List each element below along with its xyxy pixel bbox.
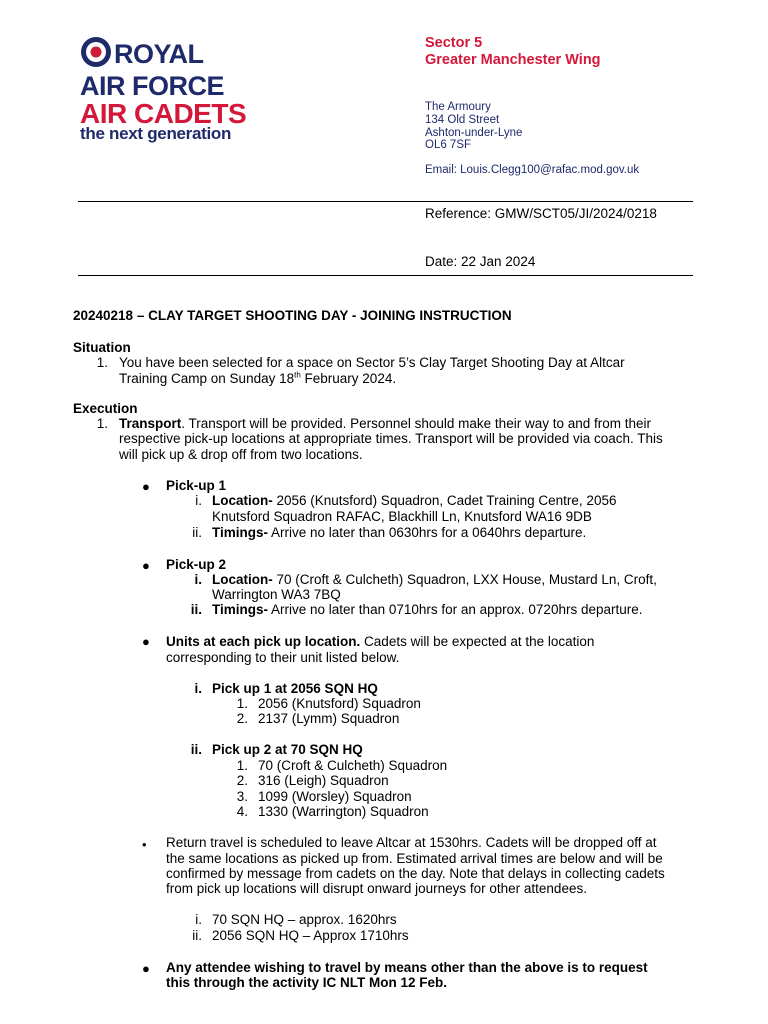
contact-email[interactable]: Email: Louis.Clegg100@rafac.mod.gov.uk <box>425 164 640 176</box>
group-2-heading: Pick up 2 at 70 SQN HQ <box>212 742 363 757</box>
group-2-item: 1330 (Warrington) Squadron <box>258 804 429 819</box>
pickup-1-roman-ii: ii. <box>192 525 202 540</box>
divider-top <box>78 201 693 202</box>
transport-line-3: will pick up & drop off from two locations. <box>119 447 363 462</box>
group-1-item-num: 2. <box>236 711 248 726</box>
logo-royal: ROYAL <box>114 39 204 69</box>
pickup-2-location: Location- 70 (Croft & Culcheth) Squadron, LXX House, Mustard Ln, Croft, <box>212 572 657 587</box>
return-line-4: from pick up locations will disrupt onward journeys for other attendees. <box>166 881 587 896</box>
units-line-1: Units at each pick up location. Cadets will be expected at the location <box>166 634 595 649</box>
group-2-item-num: 1. <box>236 758 248 773</box>
address-line-2: 134 Old Street <box>425 114 500 126</box>
return-line-1: Return travel is scheduled to leave Altcar at 1530hrs. Cadets will be dropped off at <box>166 835 657 850</box>
pickup-1-heading: Pick-up 1 <box>166 478 227 493</box>
pickup-2-location-cont: Warrington WA3 7BQ <box>212 587 341 602</box>
transport-line-2: respective pick-up locations at appropriate times. Transport will be provided via coach. This <box>119 431 663 446</box>
bullet-icon: ● <box>142 634 150 649</box>
logo-air-cadets: AIR CADETS <box>80 98 247 129</box>
other-travel-line-1: Any attendee wishing to travel by means other than the above is to request <box>166 960 648 975</box>
return-time: 2056 SQN HQ – Approx 1710hrs <box>212 928 409 943</box>
return-time: 70 SQN HQ – approx. 1620hrs <box>212 912 397 927</box>
group-2-item: 316 (Leigh) Squadron <box>258 773 389 788</box>
group-2-item: 1099 (Worsley) Squadron <box>258 789 412 804</box>
address-line-1: The Armoury <box>425 101 491 113</box>
return-time-num: i. <box>195 912 202 927</box>
return-line-3: confirmed by message from cadets on the day. Note that delays in collecting cadets <box>166 866 665 881</box>
wing-name: Greater Manchester Wing <box>425 52 601 68</box>
address-line-4: OL6 7SF <box>425 139 472 151</box>
group-2-item-num: 2. <box>236 773 248 788</box>
group-1-item: 2137 (Lymm) Squadron <box>258 711 400 726</box>
raf-air-cadets-logo <box>80 36 255 146</box>
group-2-item: 70 (Croft & Culcheth) Squadron <box>258 758 448 773</box>
logo-air-force: AIR FORCE <box>80 71 224 101</box>
group-2-item-num: 4. <box>236 804 248 819</box>
group-1-item: 2056 (Knutsford) Squadron <box>258 696 421 711</box>
pickup-1-roman-i: i. <box>195 493 202 508</box>
group-1-item-num: 1. <box>236 696 248 711</box>
pickup-1-timings: Timings- Arrive no later than 0630hrs for a 0640hrs departure. <box>212 525 587 540</box>
pickup-2-roman-i: i. <box>194 572 202 587</box>
situation-number: 1. <box>96 355 108 370</box>
pickup-2-heading: Pick-up 2 <box>166 557 227 572</box>
logo-tagline: the next generation <box>80 124 232 143</box>
group-2-item-num: 3. <box>236 789 248 804</box>
bullet-icon: ● <box>142 479 150 494</box>
units-line-2: corresponding to their unit listed below. <box>166 650 400 665</box>
situation-line-2: Training Camp on Sunday 18th February 2024. <box>119 370 397 386</box>
situation-heading: Situation <box>73 340 131 355</box>
document-title: 20240218 – CLAY TARGET SHOOTING DAY - JOINING INSTRUCTION <box>73 308 512 323</box>
return-line-2: the same locations as picked up from. Estimated arrival times are below and will be <box>166 851 663 866</box>
roundel-icon <box>80 36 112 68</box>
bullet-icon: ● <box>142 558 150 573</box>
group-1-heading: Pick up 1 at 2056 SQN HQ <box>212 681 378 696</box>
pickup-2-roman-ii: ii. <box>190 602 202 617</box>
other-travel-line-2: this through the activity IC NLT Mon 12 Feb. <box>166 975 448 990</box>
sector-name: Sector 5 <box>425 35 483 51</box>
divider-bottom <box>78 275 693 276</box>
group-1-roman: i. <box>194 681 202 696</box>
pickup-2-timings: Timings- Arrive no later than 0710hrs for an approx. 0720hrs departure. <box>212 602 643 617</box>
execution-heading: Execution <box>73 401 138 416</box>
bullet-icon: • <box>142 837 147 852</box>
pickup-1-location: Location- 2056 (Knutsford) Squadron, Cadet Training Centre, 2056 <box>212 493 617 508</box>
transport-line-1: Transport. Transport will be provided. Personnel should make their way to and from their <box>119 416 651 431</box>
reference: Reference: GMW/SCT05/JI/2024/0218 <box>425 206 657 221</box>
group-2-roman: ii. <box>190 742 202 757</box>
pickup-1-location-cont: Knutsford Squadron RAFAC, Blackhill Ln, Knutsford WA16 9DB <box>212 509 592 524</box>
return-time-num: ii. <box>192 928 202 943</box>
execution-number: 1. <box>96 416 108 431</box>
date: Date: 22 Jan 2024 <box>425 254 536 269</box>
bullet-icon: ● <box>142 961 150 976</box>
address-line-3: Ashton-under-Lyne <box>425 127 523 139</box>
situation-line-1: You have been selected for a space on Sector 5’s Clay Target Shooting Day at Altcar <box>119 355 625 370</box>
